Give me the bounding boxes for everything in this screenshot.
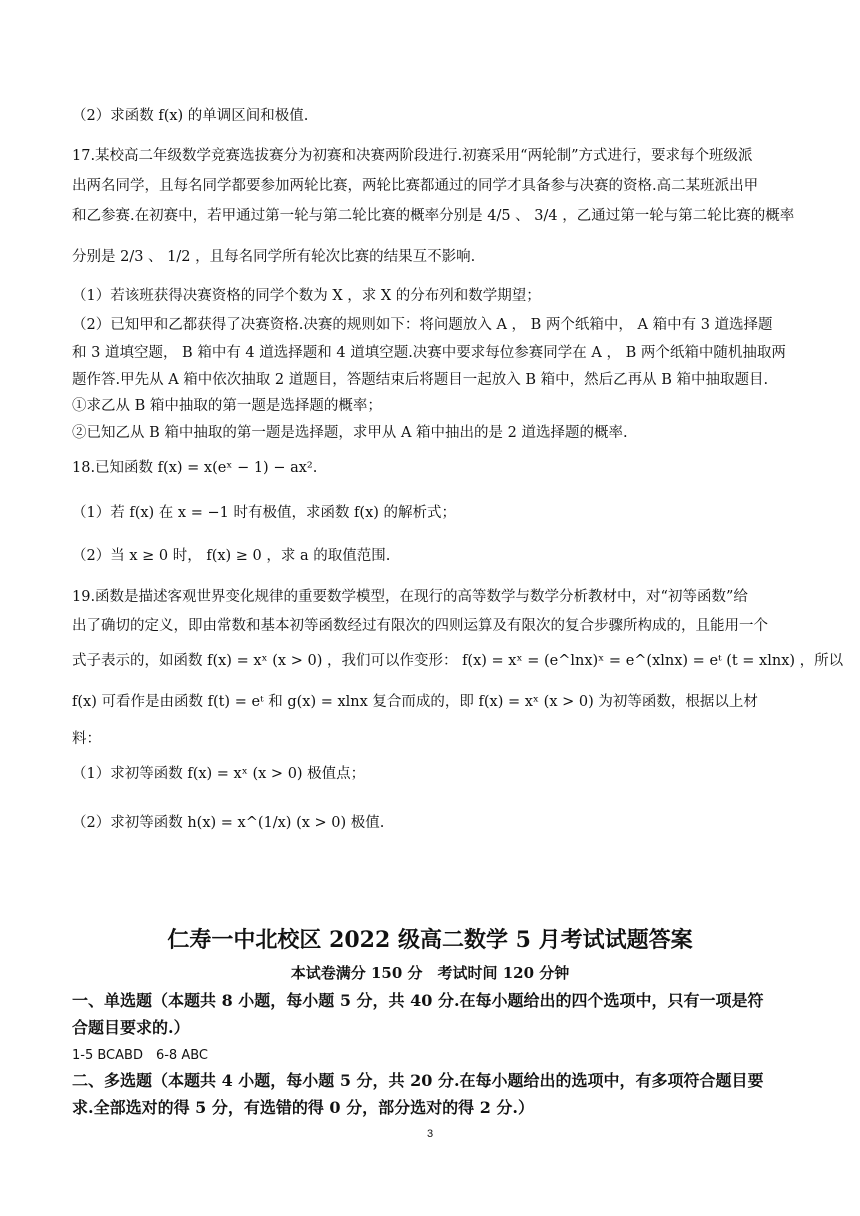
q18-part2-text: （2）当 x ≥ 0 时， f(x) ≥ 0 ，求 a 的取值范围. — [72, 548, 391, 564]
q18-part1-text: （1）若 f(x) 在 x = −1 时有极值，求函数 f(x) 的解析式； — [72, 505, 457, 521]
section1-heading-line-2: 合题目要求的.） — [72, 1018, 190, 1037]
q17-part2-line-3: 题作答.甲先从 A 箱中依次抽取 2 道题目，答题结束后将题目一起放入 B 箱中，然后乙再从 B 箱中抽取题目. — [72, 372, 769, 388]
q18-text: 18.已知函数 f(x) = x(eˣ − 1) − ax². — [72, 460, 318, 476]
q17-text-line-3: 和乙参赛.在初赛中，若甲通过第一轮与第二轮比赛的概率分别是 4/5 、 3/4 ，乙通过第一轮与第二轮比赛的概率 — [72, 208, 795, 224]
q17-text-line-1: 17.某校高二年级数学竞赛选拔赛分为初赛和决赛两阶段进行.初赛采用“两轮制”方式进行，要求每个班级派 — [72, 148, 753, 164]
q19-text-line-1: 19.函数是描述客观世界变化规律的重要数学模型，在现行的高等数学与数学分析教材中，对“初等函数”给 — [72, 589, 748, 605]
q19-part1-text: （1）求初等函数 f(x) = xˣ (x > 0) 极值点； — [72, 766, 366, 782]
q17-subq2-text: ②已知乙从 B 箱中抽取的第一题是选择题，求甲从 A 箱中抽出的是 2 道选择题的概率. — [72, 425, 628, 441]
section1-answers: 1-5 BCABD 6-8 ABC — [72, 1048, 208, 1063]
q17-subq1-text: ①求乙从 B 箱中抽取的第一题是选择题的概率； — [72, 398, 382, 414]
q19-text-line-2: 出了确切的定义，即由常数和基本初等函数经过有限次的四则运算及有限次的复合步骤所构成的，且能用一个 — [72, 618, 768, 634]
q17-part2-line-2: 和 3 道填空题， B 箱中有 4 道选择题和 4 道填空题.决赛中要求每位参赛同学在 A ， B 两个纸箱中随机抽取两 — [72, 345, 786, 361]
q19-text-line-5: 料： — [72, 731, 101, 747]
q17-text-line-2: 出两名同学，且每名同学都要参加两轮比赛，两轮比赛都通过的同学才具备参与决赛的资格.高二某班派出甲 — [72, 178, 759, 194]
q19-text-line-3: 式子表示的，如函数 f(x) = xˣ (x > 0) ，我们可以作变形： f(x) = xˣ = (e^lnx)ˣ = e^(xlnx) = eᵗ (t = xlnx) ，所以 — [72, 653, 844, 669]
section2-heading-line-2: 求.全部选对的得 5 分，有选错的得 0 分，部分选对的得 2 分.） — [72, 1098, 534, 1117]
section2-heading-line-1: 二、多选题（本题共 4 小题，每小题 5 分，共 20 分.在每小题给出的选项中，有多项符合题目要 — [72, 1071, 764, 1090]
q17-part2-line-1: （2）已知甲和乙都获得了决赛资格.决赛的规则如下：将问题放入 A ， B 两个纸箱中， A 箱中有 3 道选择题 — [72, 317, 773, 333]
answer-subtitle: 本试卷满分 150 分 考试时间 120 分钟 — [290, 964, 570, 982]
page-number: 3 — [426, 1128, 434, 1140]
section1-heading-line-1: 一、单选题（本题共 8 小题，每小题 5 分，共 40 分.在每小题给出的四个选项中，只有一项是符 — [72, 991, 764, 1010]
q17-text-line-4: 分别是 2/3 、 1/2 ，且每名同学所有轮次比赛的结果互不影响. — [72, 249, 476, 265]
q17-part1-text: （1）若该班获得决赛资格的同学个数为 X ，求 X 的分布列和数学期望； — [72, 288, 541, 304]
answer-title: 仁寿一中北校区 2022 级高二数学 5 月考试试题答案 — [167, 927, 693, 953]
q16-part2-text: （2）求函数 f(x) 的单调区间和极值. — [72, 108, 309, 124]
q19-text-line-4: f(x) 可看作是由函数 f(t) = eᵗ 和 g(x) = xlnx 复合而成的，即 f(x) = xˣ (x > 0) 为初等函数，根据以上材 — [72, 694, 758, 710]
q19-part2-text: （2）求初等函数 h(x) = x^(1/x) (x > 0) 极值. — [72, 815, 385, 831]
